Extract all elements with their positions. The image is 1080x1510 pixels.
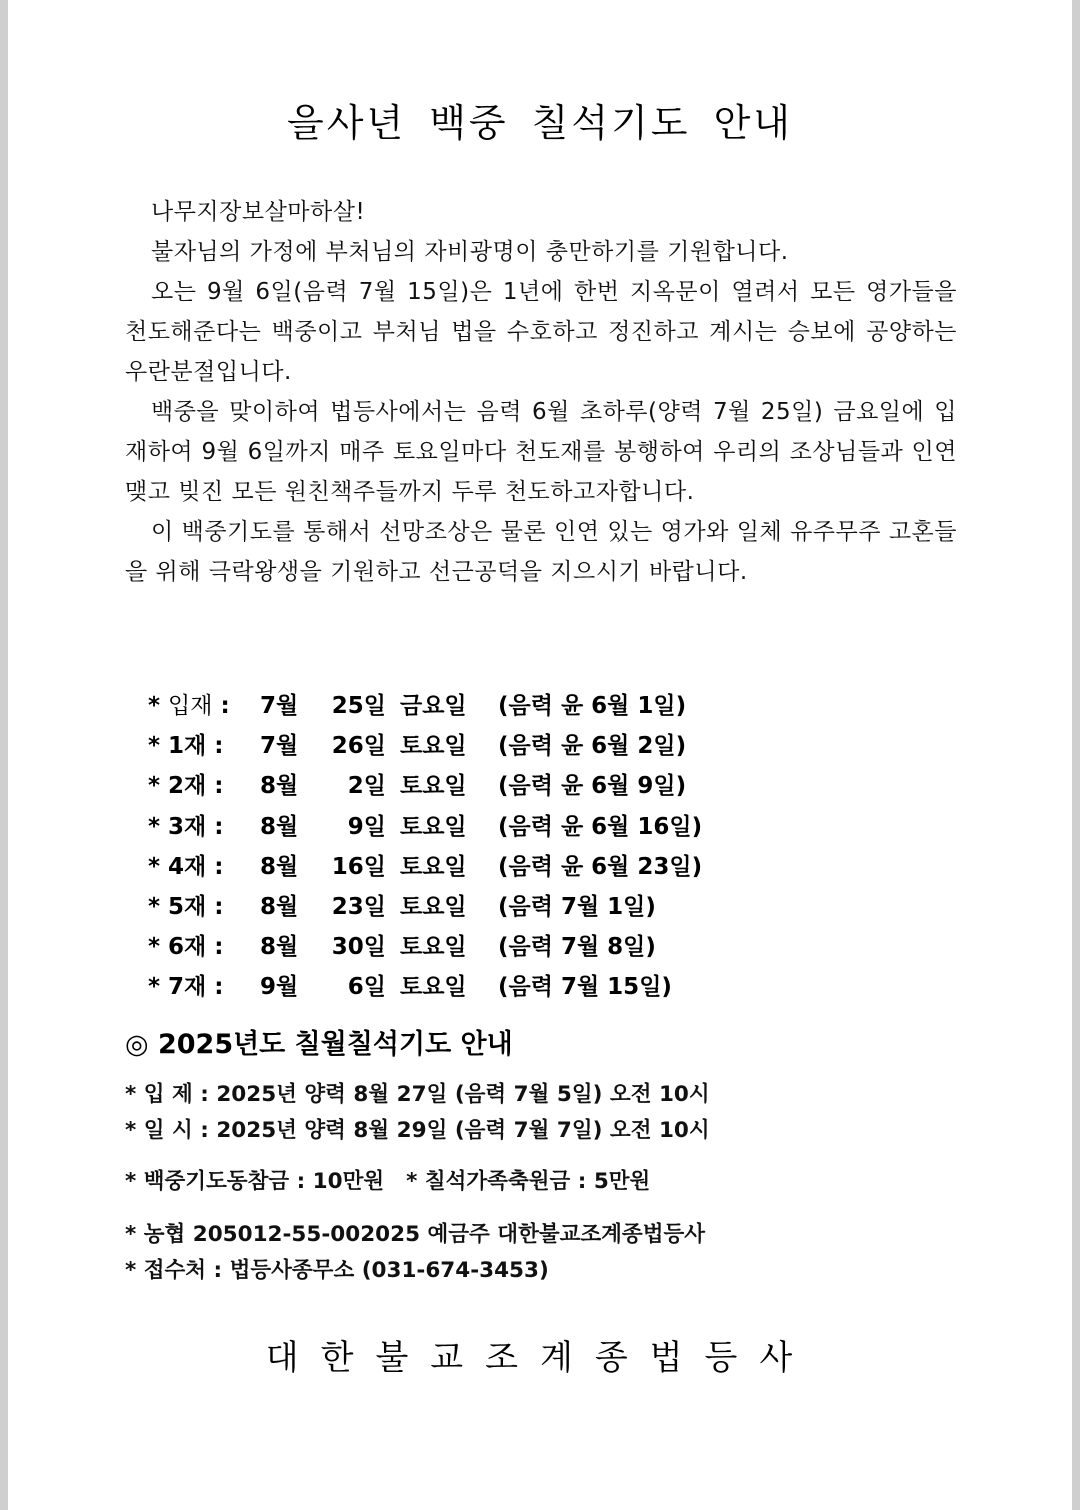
schedule-weekday: 토요일 [400,974,467,1001]
chilseok-section-title: ◎ 2025년도 칠월칠석기도 안내 [125,1029,513,1060]
schedule-weekday: 토요일 [400,853,467,880]
schedule-month: 7월 [260,693,299,719]
schedule-label: 2재 [168,773,207,800]
schedule-day: 23일 [331,894,386,921]
schedule-weekday: 토요일 [400,813,467,840]
schedule-row: * 2재 : 8월 2일 토요일 (음력 윤 6월 9일) [148,766,848,806]
schedule-weekday: 금요일 [400,693,467,719]
schedule-lunar: (음력 윤 6월 1일) [498,693,687,719]
temple-name-footer: 대한불교조계종법등사 [265,1338,815,1378]
schedule-month: 9월 [260,974,299,1001]
schedule-lunar: (음력 윤 6월 23일) [498,853,703,880]
schedule-day: 26일 [331,733,386,760]
schedule-lunar: (음력 윤 6월 9일) [498,773,687,800]
chilseok-dates [125,1077,710,1149]
schedule-label: 5재 [168,894,207,921]
schedule-month: 7월 [260,733,299,760]
fees [125,1164,650,1200]
chilseok-ipje: * 입 제 : 2025년 양력 8월 27일 (음력 7월 5일) 오전 10시 [125,1082,710,1107]
schedule-weekday: 토요일 [400,773,467,800]
schedule-weekday: 토요일 [400,733,467,760]
intro-paragraph: 불자님의 가정에 부처님의 자비광명이 충만하기를 기원합니다. [151,239,789,265]
reception-contact: * 접수처 : 법등사종무소 (031-674-3453) [125,1258,549,1283]
schedule-weekday: 토요일 [400,894,467,921]
schedule-month: 8월 [260,773,299,800]
schedule-label: 3재 [168,813,207,840]
schedule-lunar: (음력 7월 8일) [498,934,656,961]
document-page [8,0,1072,1510]
schedule-label: 입재 [168,693,213,719]
schedule-month: 8월 [260,934,299,961]
schedule-day: 30일 [331,934,386,961]
schedule-lunar: (음력 윤 6월 16일) [498,813,703,840]
baekjung-schedule [148,686,848,1008]
schedule-label: 4재 [168,853,207,880]
schedule-lunar: (음력 윤 6월 2일) [498,733,687,760]
schedule-label: 6재 [168,934,207,961]
schedule-row: * 입재 : 7월 25일 금요일 (음력 윤 6월 1일) [148,686,848,726]
schedule-row: * 4재 : 8월 16일 토요일 (음력 윤 6월 23일) [148,847,848,887]
schedule-lunar: (음력 7월 15일) [498,974,672,1001]
schedule-day: 25일 [331,693,386,719]
schedule-label: 1재 [168,733,207,760]
chilseok-ilsi: * 일 시 : 2025년 양력 8월 29일 (음력 7월 7일) 오전 10시 [125,1118,710,1143]
intro-paragraph: 백중을 맞이하여 법등사에서는 음력 6월 초하루(양력 7월 25일) 금요일에 입재하여 9월 6일까지 매주 토요일마다 천도재를 봉행하여 우리의 조상님들과 인연 맺고 빚진 모든 원친책주들까지 두루 천도하고자합니다. [125,399,957,505]
schedule-month: 8월 [260,853,299,880]
intro-paragraph: 나무지장보살마하살! [151,199,366,225]
schedule-day: 16일 [331,853,386,880]
schedule-weekday: 토요일 [400,934,467,961]
document-title: 을사년 백중 칠석기도 안내 [286,101,794,145]
baekjung-fee: * 백중기도동참금 : 10만원 [125,1169,385,1194]
intro-paragraph: 오는 9월 6일(음력 7월 15일)은 1년에 한번 지옥문이 열려서 모든 영가들을 천도해준다는 백중이고 부처님 법을 수호하고 정진하고 계시는 승보에 공양하는 우란분절입니다. [125,279,957,385]
schedule-label: 7재 [168,974,207,1001]
schedule-month: 8월 [260,813,299,840]
schedule-day: 9일 [347,813,386,840]
schedule-day: 2일 [347,773,386,800]
intro-text [125,192,957,592]
schedule-row: * 6재 : 8월 30일 토요일 (음력 7월 8일) [148,927,848,967]
schedule-month: 8월 [260,894,299,921]
schedule-day: 6일 [347,974,386,1001]
intro-paragraph: 이 백중기도를 통해서 선망조상은 물론 인연 있는 영가와 일체 유주무주 고혼들을 위해 극락왕생을 기원하고 선근공덕을 지으시기 바랍니다. [125,519,957,585]
schedule-row: * 7재 : 9월 6일 토요일 (음력 7월 15일) [148,967,848,1007]
contact-info [125,1217,705,1289]
bank-account: * 농협 205012-55-002025 예금주 대한불교조계종법등사 [125,1222,706,1247]
schedule-row: * 5재 : 8월 23일 토요일 (음력 7월 1일) [148,887,848,927]
chilseok-fee: * 칠석가족축원금 : 5만원 [406,1169,651,1194]
schedule-row: * 1재 : 7월 26일 토요일 (음력 윤 6월 2일) [148,726,848,766]
schedule-lunar: (음력 7월 1일) [498,894,656,921]
schedule-row: * 3재 : 8월 9일 토요일 (음력 윤 6월 16일) [148,807,848,847]
